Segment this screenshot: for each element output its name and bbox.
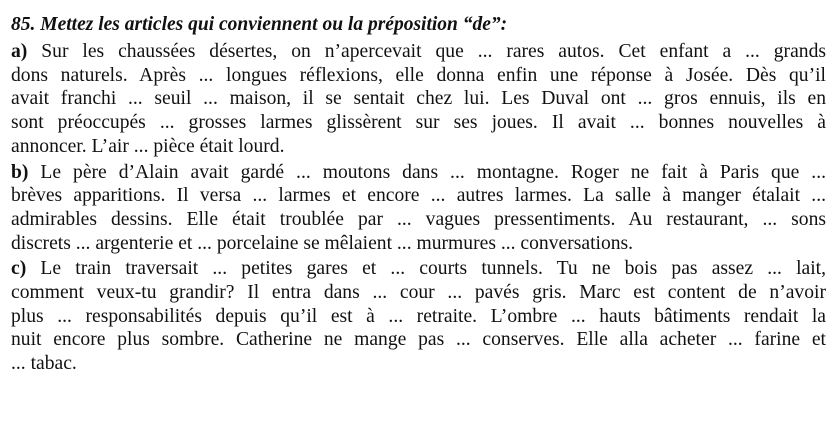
section-a-line-2: dons naturels. Après ... longues réflexions, elle donna enfin une réponse à Josée. Dès qu’il bbox=[11, 64, 826, 86]
exercise-section-a bbox=[11, 40, 826, 159]
section-c-line-5: ... tabac. bbox=[11, 353, 77, 375]
exercise-title: 85. Mettez les articles qui conviennent ou la préposition “de”: bbox=[11, 14, 508, 35]
section-b-letter: b) bbox=[11, 161, 29, 183]
section-c-letter: c) bbox=[11, 258, 27, 280]
section-c-line-1-text: Le train traversait ... petites gares et ... courts tunnels. Tu ne bois pas assez ... lait, bbox=[40, 258, 827, 280]
section-b-line-1-text: Le père d’Alain avait gardé ... moutons dans ... montagne. Roger ne fait à Paris que ... bbox=[40, 161, 826, 183]
section-b-line-2: brèves apparitions. Il versa ... larmes et encore ... autres larmes. La salle à manger étalait ... bbox=[11, 185, 826, 207]
section-c-line-2: comment veux-tu grandir? Il entra dans ... cour ... pavés gris. Marc est content de n’avoir bbox=[11, 282, 826, 304]
section-a-line-1 bbox=[11, 40, 826, 64]
exercise-section-c bbox=[11, 257, 826, 376]
section-c-line-4: nuit encore plus sombre. Catherine ne mange pas ... conserves. Elle alla acheter ... farine et bbox=[11, 329, 826, 351]
section-a-letter: a) bbox=[11, 41, 28, 62]
section-a-line-4: sont préoccupés ... grosses larmes glissèrent sur ses joues. Il avait ... bonnes nouvelles à bbox=[11, 112, 826, 134]
exercise-section-b bbox=[11, 161, 826, 256]
section-a-line-5: annoncer. L’air ... pièce était lourd. bbox=[11, 135, 285, 157]
section-a-line-1-text: Sur les chaussées désertes, on n’apercevait que ... rares autos. Cet enfant a ... grands bbox=[41, 41, 826, 62]
section-c-line-1 bbox=[11, 257, 826, 281]
section-a-line-3: avait franchi ... seuil ... maison, il se sentait chez lui. Les Duval ont ... gros ennuis, ils en bbox=[11, 88, 826, 110]
section-c-line-3: plus ... responsabilités depuis qu’il est à ... retraite. L’ombre ... hauts bâtiments rendait la bbox=[11, 305, 826, 327]
section-b-line-3: admirables dessins. Elle était troublée par ... vagues pressentiments. Au restaurant, ... sons bbox=[11, 208, 826, 230]
section-b-line-4: discrets ... argenterie et ... porcelaine se mêlaient ... murmures ... conversations. bbox=[11, 232, 634, 254]
section-b-line-1 bbox=[11, 161, 826, 185]
